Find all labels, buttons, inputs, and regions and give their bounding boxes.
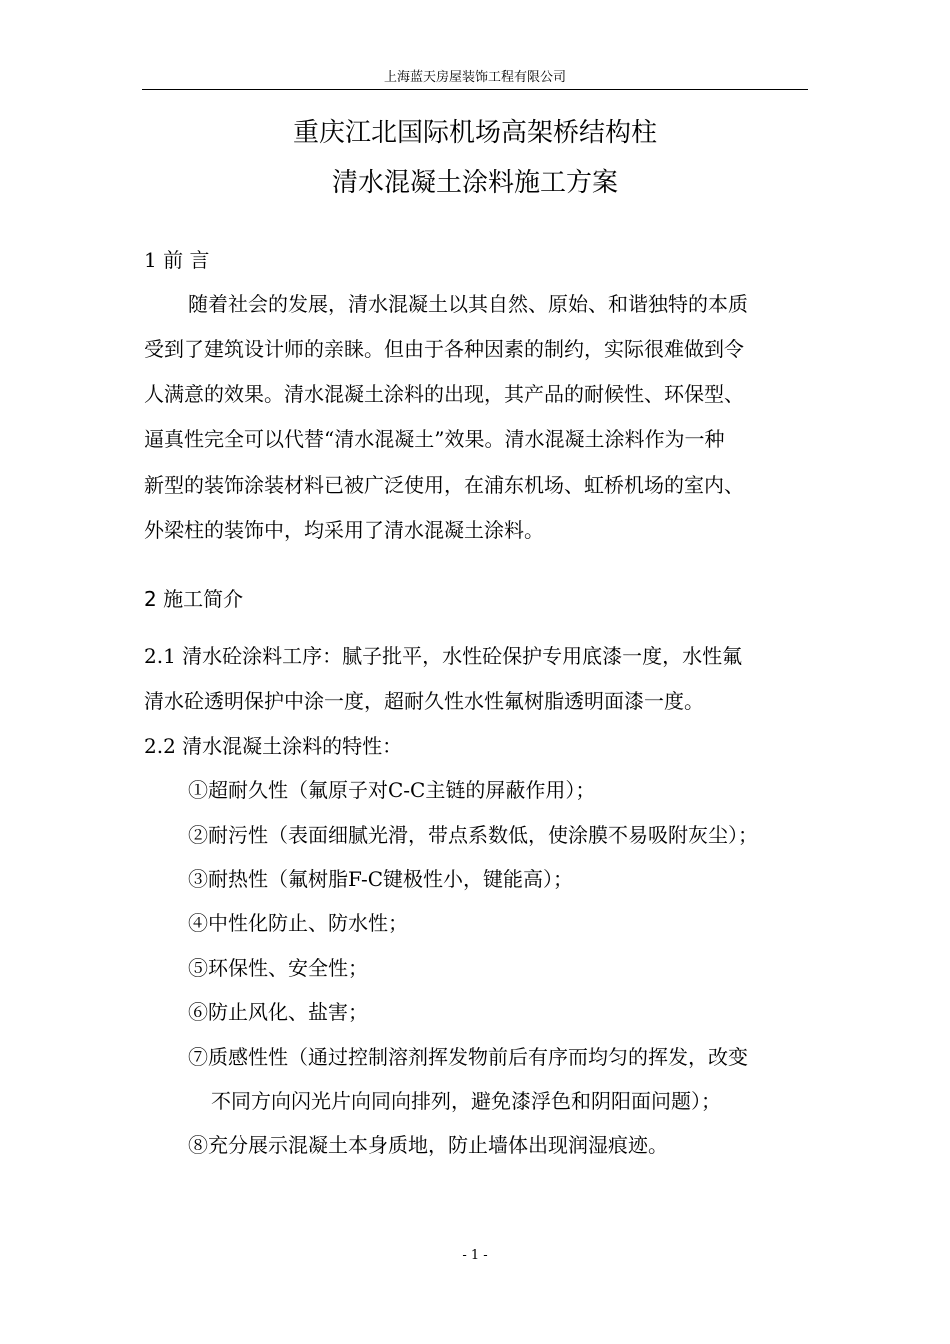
page-header: 上海蓝天房屋装饰工程有限公司 bbox=[383, 70, 566, 85]
feature-item: ③耐热性（氟树脂F-C键极性小，键能高）； bbox=[188, 867, 574, 891]
section-2-heading: 2 施工简介 bbox=[144, 587, 244, 611]
section-2-2-heading: 2.2 清水混凝土涂料的特性： bbox=[144, 734, 403, 758]
section-1-paragraph-line: 受到了建筑设计师的亲睐。但由于各种因素的制约，实际很难做到令 bbox=[144, 337, 744, 361]
section-1-paragraph-line: 新型的装饰涂装材料已被广泛使用，在浦东机场、虹桥机场的室内、 bbox=[144, 473, 744, 497]
feature-item: ④中性化防止、防水性； bbox=[188, 911, 408, 935]
feature-item: ⑧充分展示混凝土本身质地，防止墙体出现润湿痕迹。 bbox=[188, 1133, 668, 1157]
feature-item: ①超耐久性（氟原子对C-C主链的屏蔽作用）； bbox=[188, 778, 596, 802]
section-1-paragraph-line: 随着社会的发展，清水混凝土以其自然、原始、和谐独特的本质 bbox=[188, 292, 748, 316]
feature-item: ⑦质感性性（通过控制溶剂挥发物前后有序而均匀的挥发，改变 bbox=[188, 1045, 748, 1069]
section-2-1-line: 2.1 清水砼涂料工序：腻子批平，水性砼保护专用底漆一度，水性氟 bbox=[144, 644, 743, 668]
section-1-paragraph-line: 人满意的效果。清水混凝土涂料的出现，其产品的耐候性、环保型、 bbox=[144, 382, 744, 406]
feature-item: ②耐污性（表面细腻光滑，带点系数低，使涂膜不易吸附灰尘）； bbox=[188, 823, 758, 847]
section-2-1-line: 清水砼透明保护中涂一度，超耐久性水性氟树脂透明面漆一度。 bbox=[144, 689, 704, 713]
feature-item: ⑥防止风化、盐害； bbox=[188, 1000, 368, 1024]
section-1-heading: 1 前 言 bbox=[144, 248, 210, 272]
document-title-line-1: 重庆江北国际机场高架桥结构柱 bbox=[292, 118, 657, 148]
feature-item: ⑤环保性、安全性； bbox=[188, 956, 368, 980]
header-divider bbox=[142, 89, 808, 90]
document-title-line-2: 清水混凝土涂料施工方案 bbox=[331, 168, 618, 198]
section-1-paragraph-line: 外梁柱的装饰中，均采用了清水混凝土涂料。 bbox=[144, 518, 544, 542]
feature-item-continuation: 不同方向闪光片向同向排列，避免漆浮色和阴阳面问题）； bbox=[211, 1089, 721, 1113]
page-number: - 1 - bbox=[462, 1248, 488, 1263]
section-1-paragraph-line: 逼真性完全可以代替“清水混凝土”效果。清水混凝土涂料作为一种 bbox=[144, 427, 725, 451]
